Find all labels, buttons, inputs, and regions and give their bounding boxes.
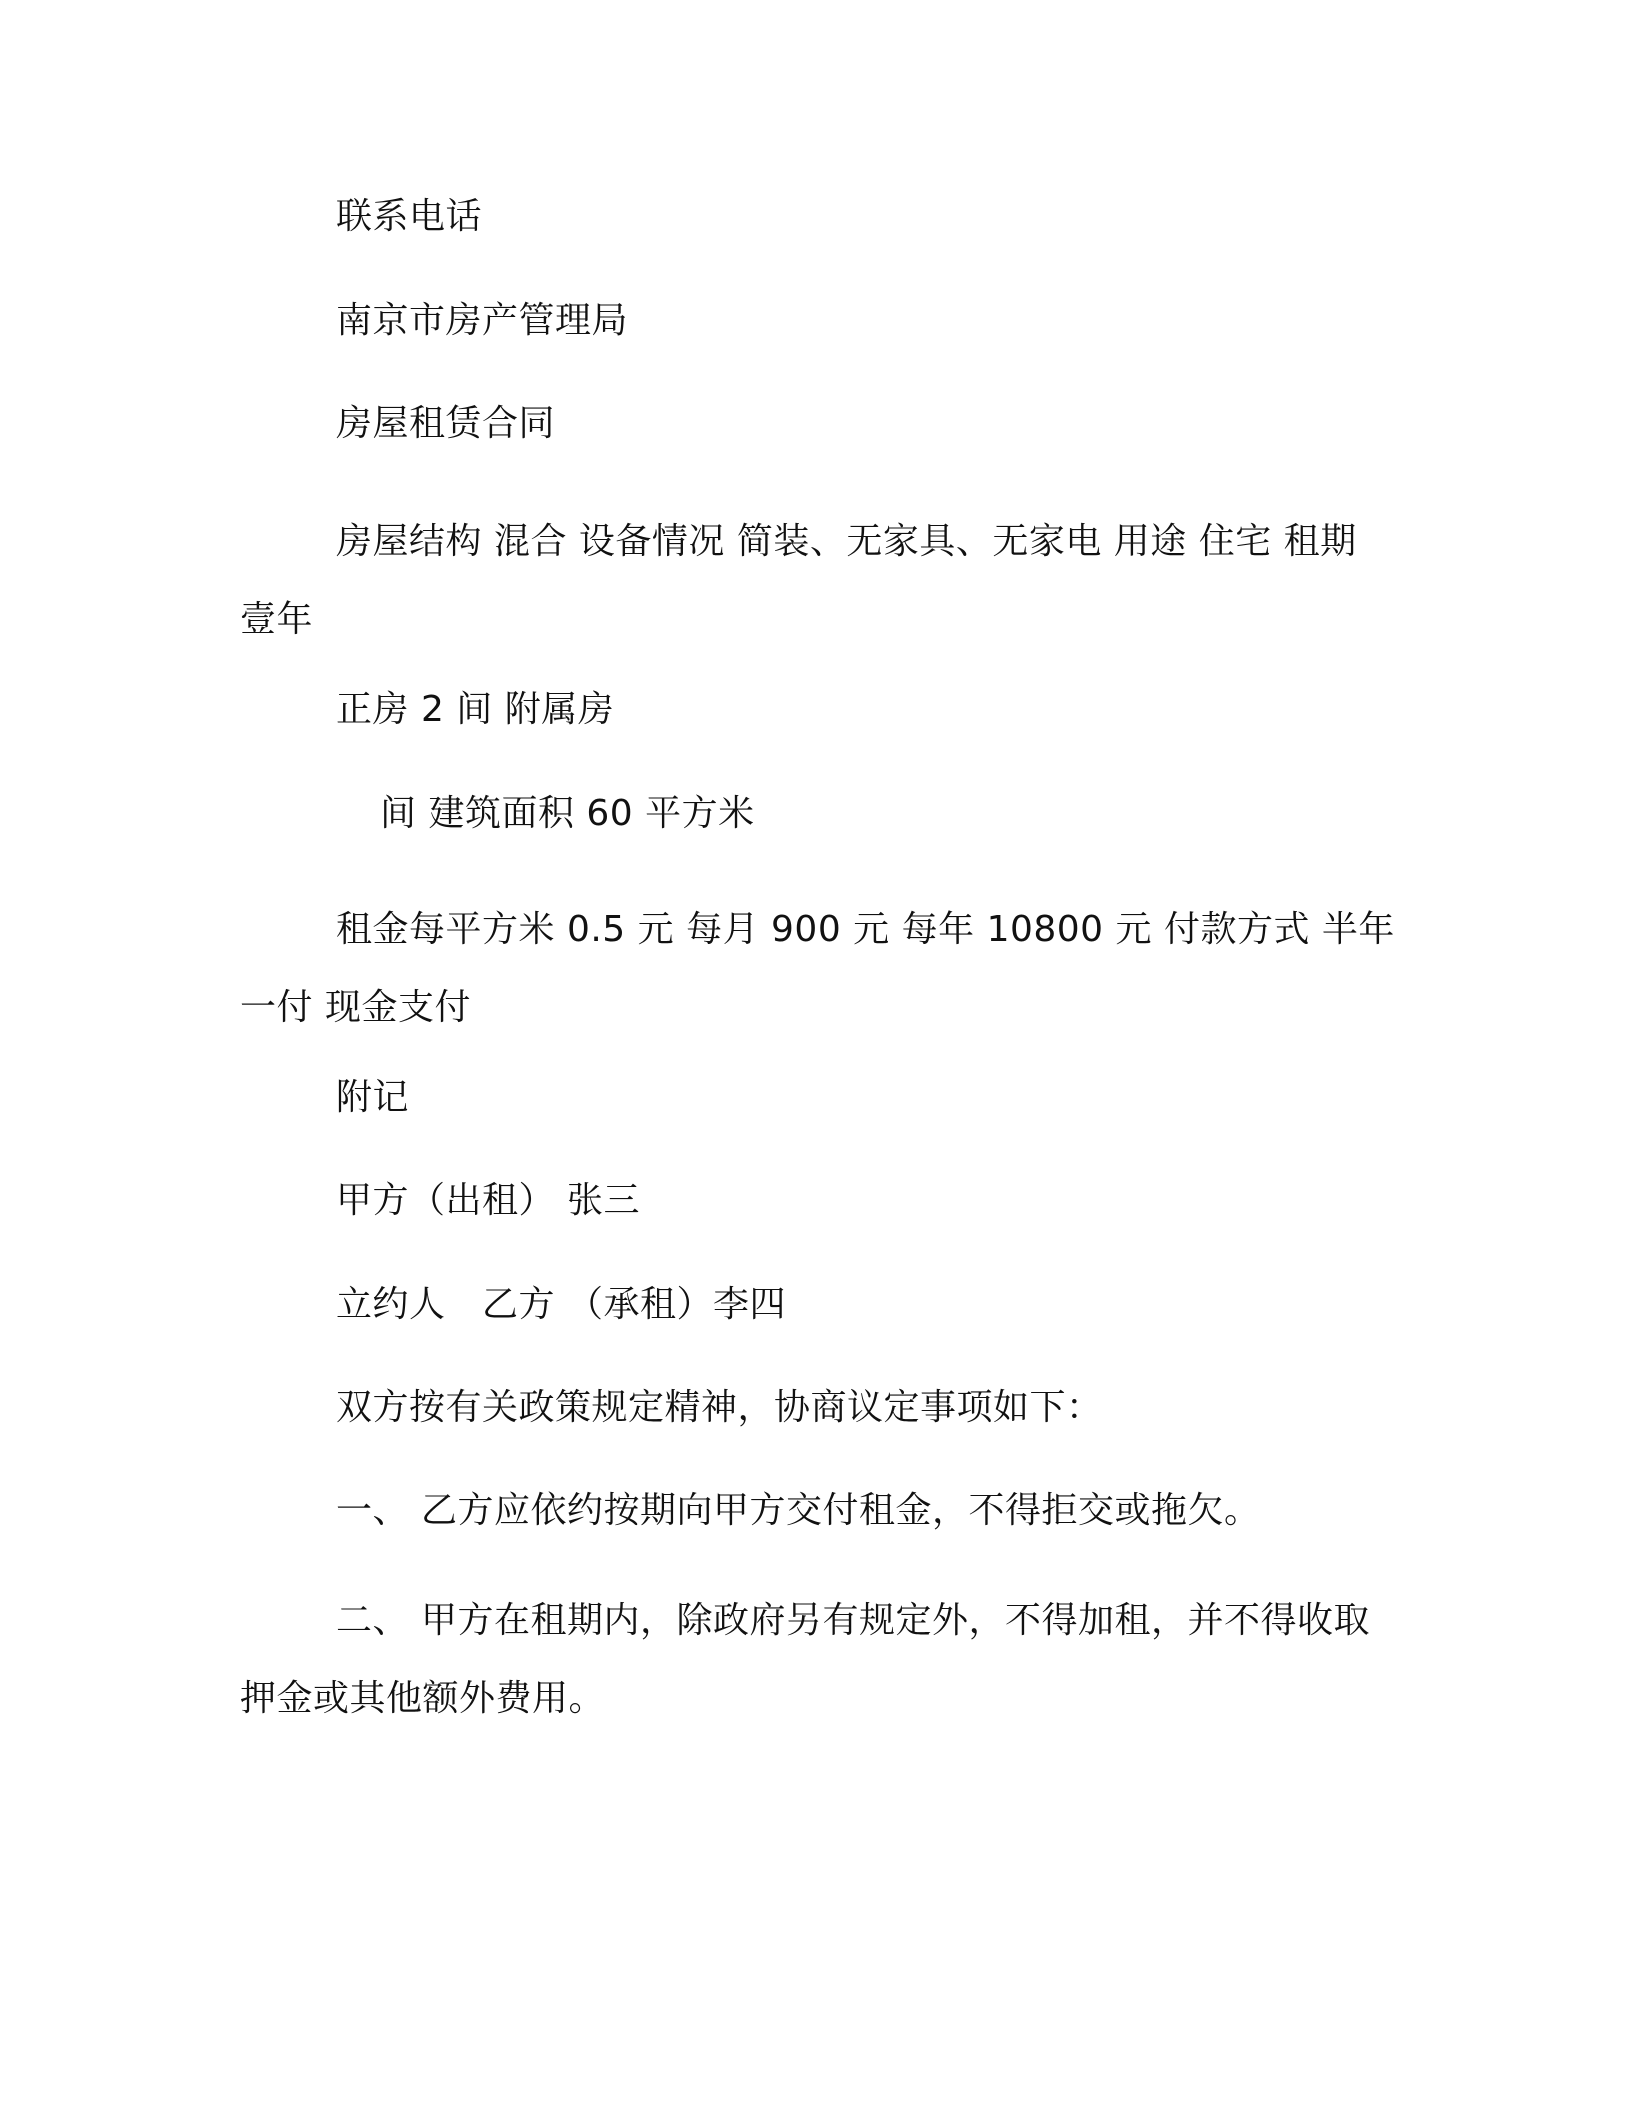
rent-text: 租金每平方米 0.5 元 每月 900 元 每年 10800 元 付款方式 半年一付 现金支付 — [240, 909, 1395, 1028]
clause-1: 一、 乙方应依约按期向甲方交付租金，不得拒交或拖欠。 — [336, 1490, 1261, 1531]
clause-2-paragraph — [240, 1582, 1400, 1738]
party-b-line: 立约人 乙方 （承租）李四 — [336, 1284, 786, 1325]
rent-paragraph — [240, 891, 1400, 1047]
clause-2-text: 二、 甲方在租期内，除政府另有规定外，不得加租，并不得收取押金或其他额外费用。 — [240, 1600, 1370, 1719]
authority-name: 南京市房产管理局 — [336, 300, 629, 341]
house-structure-paragraph — [240, 503, 1400, 659]
party-a-line: 甲方（出租） 张三 — [336, 1180, 640, 1221]
contract-title: 房屋租赁合同 — [336, 403, 556, 444]
contact-phone-label: 联系电话 — [336, 196, 483, 237]
main-rooms-line: 正房 2 间 附属房 — [336, 689, 615, 730]
appendix-label: 附记 — [336, 1077, 410, 1118]
area-line: 间 建筑面积 60 平方米 — [380, 793, 755, 834]
house-structure-text: 房屋结构 混合 设备情况 简装、无家具、无家电 用途 住宅 租期 壹年 — [240, 521, 1357, 640]
agreement-intro: 双方按有关政策规定精神，协商议定事项如下： — [336, 1387, 1103, 1428]
